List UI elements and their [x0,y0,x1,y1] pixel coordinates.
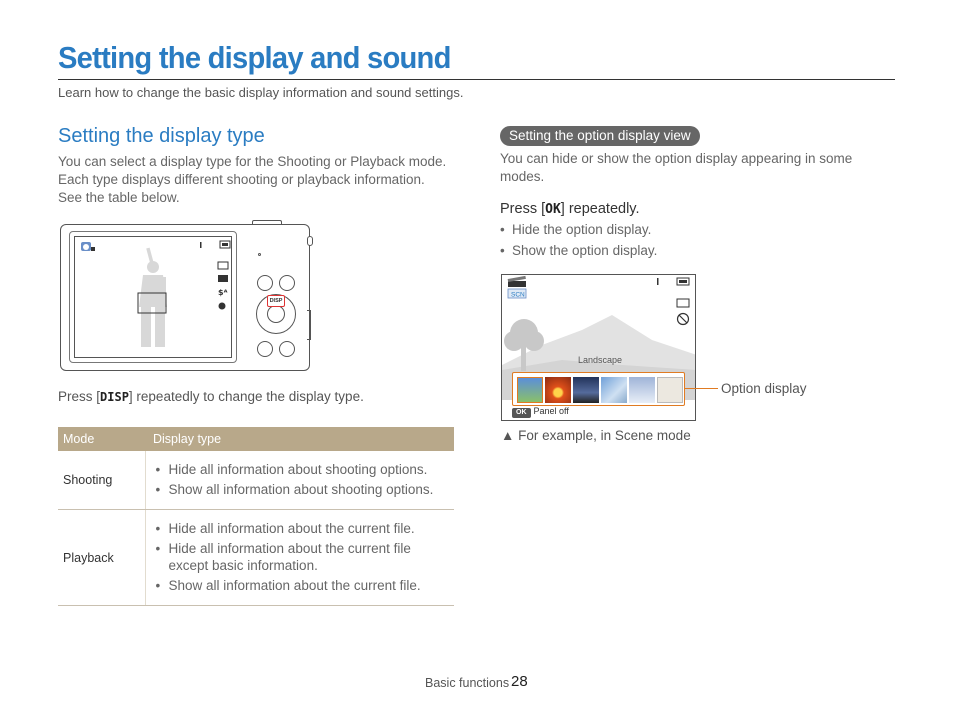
scene-mode-screen [501,274,696,421]
camera-side-cover [307,310,311,340]
scene-thumb-sunset [545,377,571,403]
camera-button [279,341,295,357]
ok-badge: OK [512,408,531,418]
display-type-item: • Show all information about shooting options. [154,481,447,498]
person-silhouette [139,248,167,347]
display-type-item: • Show all information about the current file. [154,577,447,594]
camera-illustration [60,220,312,372]
mode-icon [81,242,95,251]
camera-button [279,275,295,291]
camera-screen-content [75,237,232,358]
mode-cell: Shooting [58,451,145,510]
option-display-strip [512,372,685,406]
press-disp-instruction: Press [DISP] repeatedly to change the display type. [58,389,364,404]
option-display-callout-line [684,388,718,389]
scene-thumb-landscape [517,377,543,403]
scene-thumb-text [657,377,683,403]
table-row [58,510,454,606]
option-bullets [500,219,657,261]
display-type-table [58,427,454,606]
display-type-item: • Hide all information about shooting options. [154,461,447,478]
camera-led [258,253,261,256]
description-line: modes. [500,169,545,184]
flash-icon: $ᴬ [218,288,228,297]
scene-thumb-beach [629,377,655,403]
display-type-item: • Hide all information about the current file. [154,520,447,537]
resolution-icon [218,262,228,269]
table-row [58,451,454,510]
camera-button [257,275,273,291]
stabilizer-icon [657,278,659,285]
camera-ok-button [267,305,285,323]
resolution-icon [677,299,689,307]
page-intro: Learn how to change the basic display information and sound settings. [58,85,464,100]
press-ok-instruction: Press [OK] repeatedly. [500,201,640,217]
camera-strap-loop [307,236,313,246]
camera-button [257,341,273,357]
landscape-label: Landscape [578,355,623,365]
option-display-description [500,150,852,186]
option-display-label: Option display [721,381,807,396]
page-number: 28 [511,673,528,690]
scn-text: SCN [511,291,525,299]
quality-icon [218,275,228,282]
table-header-mode: Mode [58,427,145,451]
disp-key: DISP [100,390,129,404]
option-display-pill-heading: Setting the option display view [500,126,700,146]
option-bullet: • Show the option display. [500,240,657,261]
description-line: Each type displays different shooting or playback information. [58,172,425,187]
table-header-display-type: Display type [145,427,454,451]
page-title: Setting the display and sound [58,40,451,75]
camera-screen [74,236,232,358]
title-divider [58,79,895,80]
camera-disp-button: DISP [267,295,285,307]
scene-clapper-icon [508,276,526,287]
display-type-item: • Hide all information about the current file except basic information. [154,540,447,574]
scene-thumb-backlight [601,377,627,403]
display-type-description [58,153,446,207]
description-line: You can select a display type for the Shooting or Playback mode. [58,154,447,169]
ok-key: OK [545,202,561,217]
option-bullet: • Hide the option display. [500,219,657,240]
description-line: You can hide or show the option display appearing in some [500,151,853,166]
timer-icon [219,303,226,310]
footer-section: Basic functions [425,676,510,690]
section-heading-display-type: Setting the display type [58,125,265,147]
scene-thumb-dawn [573,377,599,403]
figure-caption: ▲ For example, in Scene mode [501,428,691,443]
panel-off-hint: OK Panel off [512,406,569,418]
mode-cell: Playback [58,510,145,606]
description-line: See the table below. [58,190,180,205]
stabilizer-icon [200,242,202,248]
